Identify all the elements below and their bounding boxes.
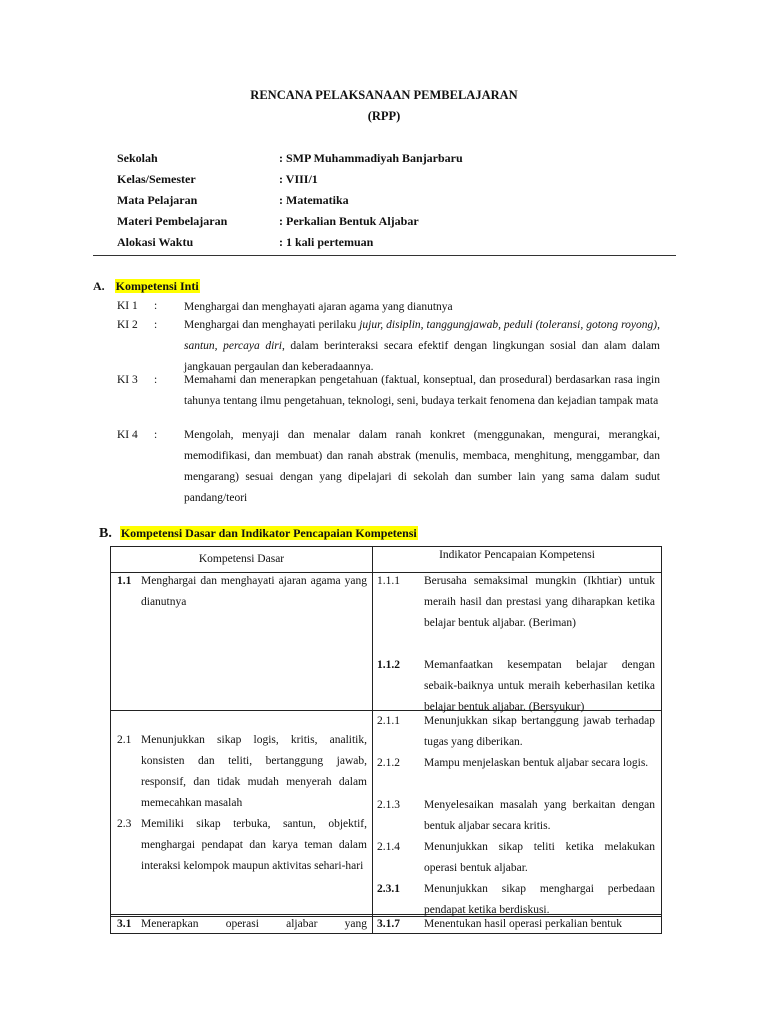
- ki-text: Menghargai dan menghayati ajaran agama yang dianutnya: [184, 301, 453, 313]
- section-b-heading: [99, 526, 418, 542]
- ipk-cell: [377, 795, 655, 837]
- document-title: RENCANA PELAKSANAAN PEMBELAJARAN: [250, 88, 518, 102]
- kd-text: Menunjukkan sikap logis, kritis, analitik, konsisten dan teliti, bertanggung jawab, responsif, dan tidak mudah menyerah dalam memecahkan masalah: [141, 734, 367, 809]
- ipk-cell: [377, 753, 655, 795]
- kd-number: 2.3: [117, 818, 132, 830]
- kd-number: 1.1: [117, 575, 132, 587]
- ipk-text: Memanfaatkan kesempatan belajar dengan sebaik-baiknya untuk meraih keberhasilan ketika belajar bentuk aljabar. (Bersyukur): [424, 659, 655, 713]
- ki-text-italic: jujur, disiplin, tanggungjawab, peduli (toleransi, gotong royong), santun, percaya diri: [184, 319, 660, 352]
- ipk-number: 2.1.3: [377, 799, 400, 811]
- ipk-number: 2.1.4: [377, 841, 400, 853]
- ipk-text: Berusaha semaksimal mungkin (Ikhtiar) untuk meraih hasil dan prestasi yang diharapkan ketika belajar bentuk aljabar. (Beriman): [424, 575, 655, 629]
- identity-label: Kelas/Semester: [117, 172, 196, 186]
- ipk-number: 2.1.1: [377, 715, 400, 727]
- document-subtitle: (RPP): [367, 109, 401, 123]
- kd-text: Menghargai dan menghayati ajaran agama yang dianutnya: [141, 575, 367, 608]
- kd-text: Menerapkan operasi aljabar yang: [141, 918, 367, 930]
- kd-text: Memiliki sikap terbuka, santun, objektif, menghargai pendapat dan karya teman dalam interaksi kelompok maupun aktivitas sehari-hari: [141, 818, 367, 872]
- identity-value: : Matematika: [279, 193, 349, 207]
- ki-colon: :: [154, 429, 158, 441]
- ipk-cell: [377, 571, 655, 655]
- kd-number: 2.1: [117, 734, 132, 746]
- ki-text: Memahami dan menerapkan pengetahuan (faktual, konseptual, dan prosedural) berdasarkan rasa ingin tahunya tentang ilmu pengetahuan, teknologi, seni, budaya terkait fenomena dan kejadian tampak mata: [184, 374, 660, 407]
- ipk-cell: [377, 837, 655, 879]
- ki-text-part: Menghargai dan menghayati perilaku: [184, 319, 360, 331]
- ki-code: KI 1: [117, 300, 138, 312]
- ipk-number: 1.1.1: [377, 575, 400, 587]
- header-kompetensi-dasar: Kompetensi Dasar: [198, 553, 285, 565]
- ipk-cell: [377, 655, 655, 718]
- kd-number: 3.1: [117, 918, 132, 930]
- section-title: Kompetensi Inti: [115, 279, 199, 293]
- ki-text: [184, 315, 660, 378]
- identity-label: Alokasi Waktu: [117, 235, 194, 249]
- ki-colon: :: [154, 319, 158, 331]
- ipk-number: 1.1.2: [377, 659, 400, 671]
- ki-colon: :: [154, 374, 158, 386]
- ipk-text: Mampu menjelaskan bentuk aljabar secara logis.: [424, 757, 649, 769]
- kd-cell: [117, 814, 367, 898]
- ipk-text: Menunjukkan sikap menghargai perbedaan pendapat ketika berdiskusi.: [424, 883, 655, 916]
- identity-value: : 1 kali pertemuan: [279, 235, 374, 249]
- identity-label: Materi Pembelajaran: [117, 214, 228, 228]
- ipk-text: Menunjukkan sikap bertanggung jawab terhadap tugas yang diberikan.: [424, 715, 655, 748]
- identity-value: : SMP Muhammadiyah Banjarbaru: [279, 151, 463, 165]
- identity-value: : VIII/1: [279, 172, 318, 186]
- ki-code: KI 3: [117, 374, 138, 386]
- section-letter: B.: [99, 526, 112, 541]
- ipk-number: 3.1.7: [377, 918, 400, 930]
- ki-code: KI 2: [117, 319, 138, 331]
- section-letter: A.: [93, 279, 105, 293]
- header-indikator: Indikator Pencapaian Kompetensi: [439, 549, 595, 561]
- ipk-cell: [377, 914, 655, 935]
- section-title: Kompetensi Dasar dan Indikator Pencapaian Kompetensi: [120, 526, 417, 540]
- kd-cell: [117, 914, 367, 935]
- kd-cell: [117, 571, 367, 615]
- ki-text-part: , dalam berinteraksi secara efektif dengan lingkungan sosial dan alam dalam jangkauan pergaulan dan keberadaannya.: [184, 340, 660, 373]
- identity-label: Mata Pelajaran: [117, 193, 198, 207]
- identity-value: : Perkalian Bentuk Aljabar: [279, 214, 419, 228]
- ipk-cell: [377, 711, 655, 753]
- ki-code: KI 4: [117, 429, 138, 441]
- ipk-text: Menunjukkan sikap teliti ketika melakukan operasi bentuk aljabar.: [424, 841, 655, 874]
- ki-text: Mengolah, menyaji dan menalar dalam ranah konkret (menggunakan, mengurai, merangkai, memodifikasi, dan membuat) dan ranah abstrak (menulis, membaca, menghitung, menggambar, dan mengarang) sesuai dengan yang dipelajari di sekolah dan sumber lain yang sama dalam sudut pandang/teori: [184, 429, 660, 504]
- ipk-number: 2.1.2: [377, 757, 400, 769]
- ki-colon: :: [154, 300, 158, 312]
- ipk-number: 2.3.1: [377, 883, 400, 895]
- column-divider: [372, 547, 373, 933]
- kd-cell: [117, 730, 367, 814]
- ipk-text: Menentukan hasil operasi perkalian bentuk: [424, 918, 622, 930]
- ipk-text: Menyelesaikan masalah yang berkaitan dengan bentuk aljabar secara kritis.: [424, 799, 655, 832]
- kd-ipk-table: [110, 546, 662, 934]
- section-a-heading: [93, 279, 200, 294]
- divider: [93, 255, 676, 256]
- identity-label: Sekolah: [117, 151, 158, 165]
